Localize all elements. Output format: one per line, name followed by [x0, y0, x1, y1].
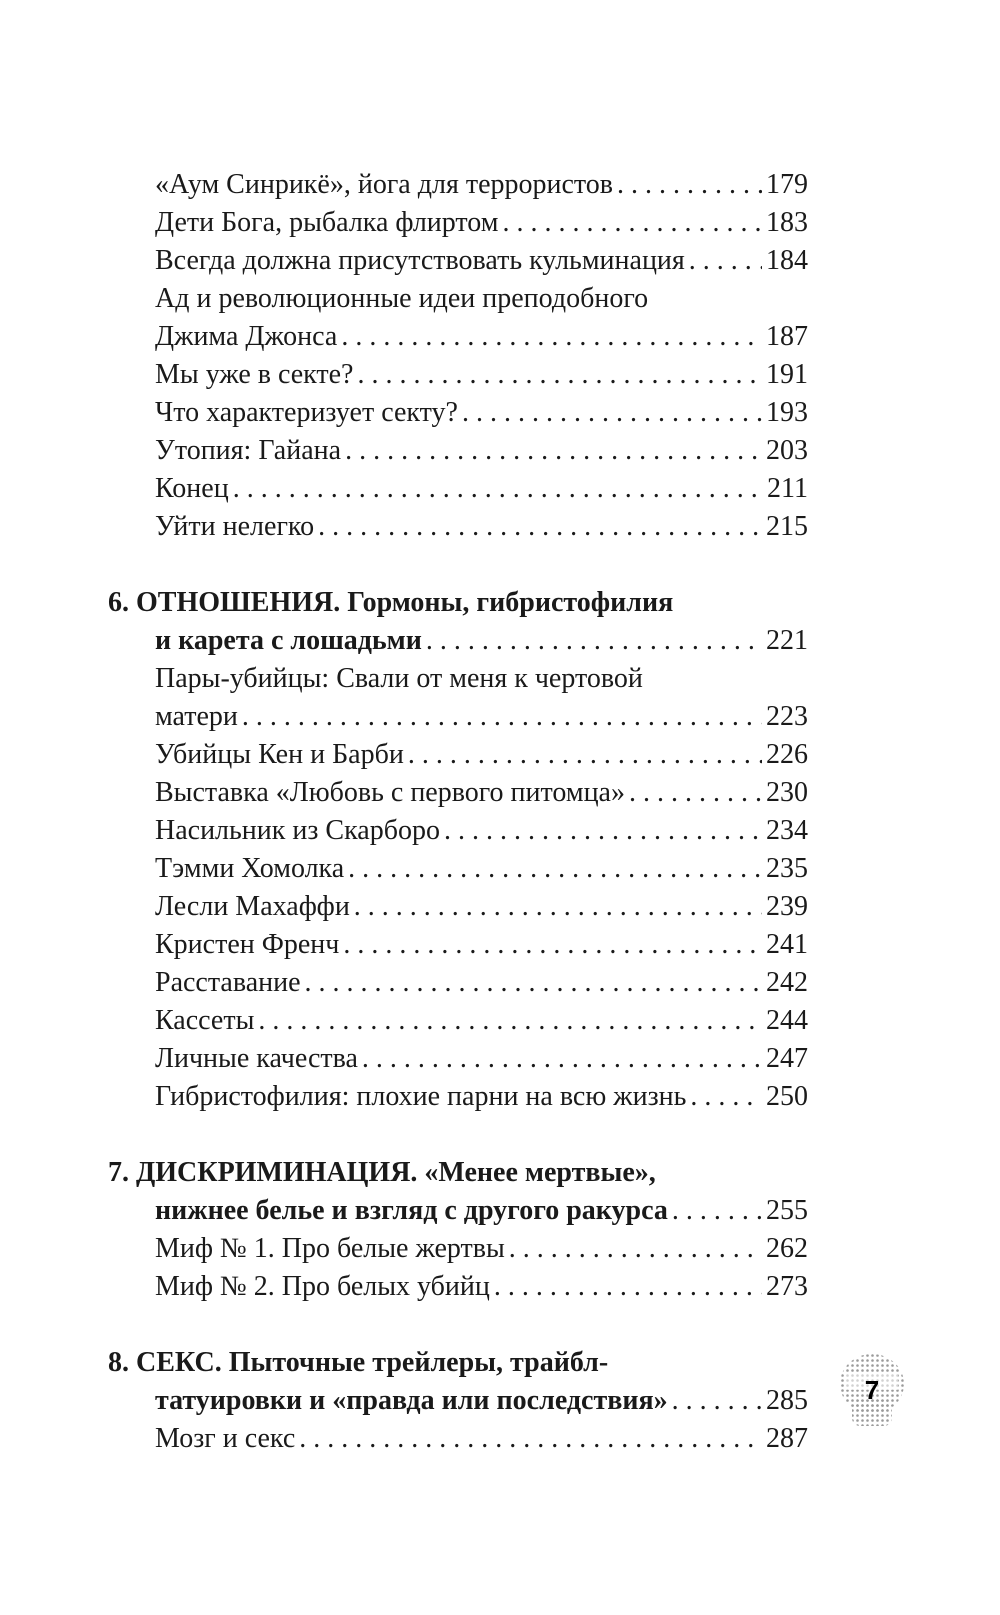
entry-page: 187: [766, 321, 808, 352]
dot-leader: [629, 774, 762, 812]
dot-leader: [672, 1382, 762, 1420]
entry-title: Гибристофилия: плохие парни на всю жизнь: [155, 1081, 687, 1112]
entry-page: 250: [766, 1081, 808, 1112]
chapter-heading: [108, 1192, 808, 1230]
chapter-title-cont: нижнее белье и взгляд с другого ракурса: [155, 1195, 668, 1226]
toc-entry: [108, 926, 808, 964]
dot-leader: [617, 166, 762, 204]
entry-page: 191: [766, 359, 808, 390]
entry-title: Личные качества: [155, 1043, 358, 1074]
entry-page: 235: [766, 853, 808, 884]
dot-leader: [690, 1078, 762, 1116]
chapter-heading: [108, 1154, 808, 1192]
entry-page: 211: [767, 473, 808, 504]
chapter-title: 7. ДИСКРИМИНАЦИЯ. «Менее мертвые»,: [108, 1157, 656, 1188]
toc-entry: [108, 698, 808, 736]
section-gap: [108, 1116, 808, 1154]
dot-leader: [258, 1002, 762, 1040]
entry-page: 287: [766, 1423, 808, 1454]
dot-leader: [494, 1268, 762, 1306]
toc-entry: [108, 1040, 808, 1078]
entry-page: 247: [766, 1043, 808, 1074]
toc-entry: [108, 394, 808, 432]
entry-page: 226: [766, 739, 808, 770]
entry-page: 215: [766, 511, 808, 542]
toc-entry: [108, 1078, 808, 1116]
entry-page: 183: [766, 207, 808, 238]
entry-page: 244: [766, 1005, 808, 1036]
toc-entry: [108, 432, 808, 470]
dot-leader: [348, 850, 762, 888]
entry-page: 230: [766, 777, 808, 808]
entry-title: «Аум Синрикё», йога для террористов: [155, 169, 613, 200]
entry-page: 234: [766, 815, 808, 846]
entry-page: 184: [766, 245, 808, 276]
entry-title: Уйти нелегко: [155, 511, 315, 542]
dot-leader: [345, 432, 762, 470]
entry-title: Конец: [155, 473, 229, 504]
entry-title: матери: [155, 701, 238, 732]
toc-entry: [108, 470, 808, 508]
dot-leader: [318, 508, 762, 546]
entry-page: 239: [766, 891, 808, 922]
dot-leader: [343, 926, 762, 964]
dot-leader: [299, 1420, 762, 1458]
dot-leader: [358, 356, 763, 394]
toc-entry: [108, 356, 808, 394]
dot-leader: [341, 318, 762, 356]
toc-entry: [108, 1230, 808, 1268]
toc-entry: [108, 660, 808, 698]
toc-entry: [108, 1420, 808, 1458]
chapter-heading: [108, 584, 808, 622]
entry-page: 242: [766, 967, 808, 998]
dot-leader: [242, 698, 762, 736]
entry-title: Всегда должна присутствовать кульминация: [155, 245, 685, 276]
dot-leader: [426, 622, 762, 660]
entry-page: 203: [766, 435, 808, 466]
chapter-title-cont: татуировки и «правда или последствия»: [155, 1385, 668, 1416]
chapter-title-cont: и карета с лошадьми: [155, 625, 422, 656]
entry-title: Убийцы Кен и Барби: [155, 739, 404, 770]
toc-entry: [108, 318, 808, 356]
entry-page: 273: [766, 1271, 808, 1302]
dot-leader: [462, 394, 762, 432]
chapter-title: 8. СЕКС. Пыточные трейлеры, трайбл-: [108, 1347, 609, 1378]
entry-page: 223: [766, 701, 808, 732]
toc-entry: [108, 508, 808, 546]
page-number-badge: [830, 1348, 914, 1432]
dot-leader: [509, 1230, 762, 1268]
entry-title: Выставка «Любовь с первого питомца»: [155, 777, 625, 808]
entry-title: Утопия: Гайана: [155, 435, 342, 466]
toc-entry: [108, 242, 808, 280]
entry-page: 241: [766, 929, 808, 960]
toc-entry: [108, 888, 808, 926]
toc-entry: [108, 280, 808, 318]
entry-title: Миф № 2. Про белых убийц: [155, 1271, 490, 1302]
toc-entry: [108, 736, 808, 774]
entry-page: 262: [766, 1233, 808, 1264]
dot-leader: [233, 470, 763, 508]
entry-title: Расставание: [155, 967, 301, 998]
toc-entry: [108, 204, 808, 242]
toc-entry: [108, 166, 808, 204]
entry-title: Ад и революционные идеи преподобного: [155, 283, 649, 314]
toc-entry: [108, 774, 808, 812]
chapter-heading: [108, 622, 808, 660]
entry-title: Кристен Френч: [155, 929, 340, 960]
dot-leader: [672, 1192, 762, 1230]
toc-entry: [108, 1002, 808, 1040]
toc-entry: [108, 812, 808, 850]
chapter-heading: [108, 1382, 808, 1420]
section-gap: [108, 1306, 808, 1344]
toc-entry: [108, 850, 808, 888]
toc-entry: [108, 964, 808, 1002]
entry-title: Тэмми Хомолка: [155, 853, 345, 884]
entry-page: 193: [766, 397, 808, 428]
dot-leader: [354, 888, 762, 926]
table-of-contents: [108, 166, 808, 1458]
dot-leader: [362, 1040, 762, 1078]
chapter-heading: [108, 1344, 808, 1382]
dot-leader: [305, 964, 762, 1002]
entry-title: Кассеты: [155, 1005, 255, 1036]
entry-title: Мы уже в секте?: [155, 359, 354, 390]
dot-leader: [408, 736, 762, 774]
dot-leader: [444, 812, 762, 850]
entry-page: 179: [766, 169, 808, 200]
entry-title: Мозг и секс: [155, 1423, 296, 1454]
chapter-page: 255: [766, 1195, 808, 1226]
entry-title: Пары-убийцы: Свали от меня к чертовой: [155, 663, 643, 694]
chapter-page: 221: [766, 625, 808, 656]
dot-leader: [689, 242, 762, 280]
chapter-title: 6. ОТНОШЕНИЯ. Гормоны, гибристофилия: [108, 587, 674, 618]
section-gap: [108, 546, 808, 584]
entry-title: Насильник из Скарборо: [155, 815, 440, 846]
entry-title: Миф № 1. Про белые жертвы: [155, 1233, 505, 1264]
page-number: 7: [864, 1375, 880, 1405]
entry-title: Джима Джонса: [155, 321, 338, 352]
entry-title: Дети Бога, рыбалка флиртом: [155, 207, 499, 238]
entry-title: Что характеризует секту?: [155, 397, 458, 428]
dot-leader: [502, 204, 762, 242]
toc-entry: [108, 1268, 808, 1306]
chapter-page: 285: [766, 1385, 808, 1416]
entry-title: Лесли Махаффи: [155, 891, 350, 922]
